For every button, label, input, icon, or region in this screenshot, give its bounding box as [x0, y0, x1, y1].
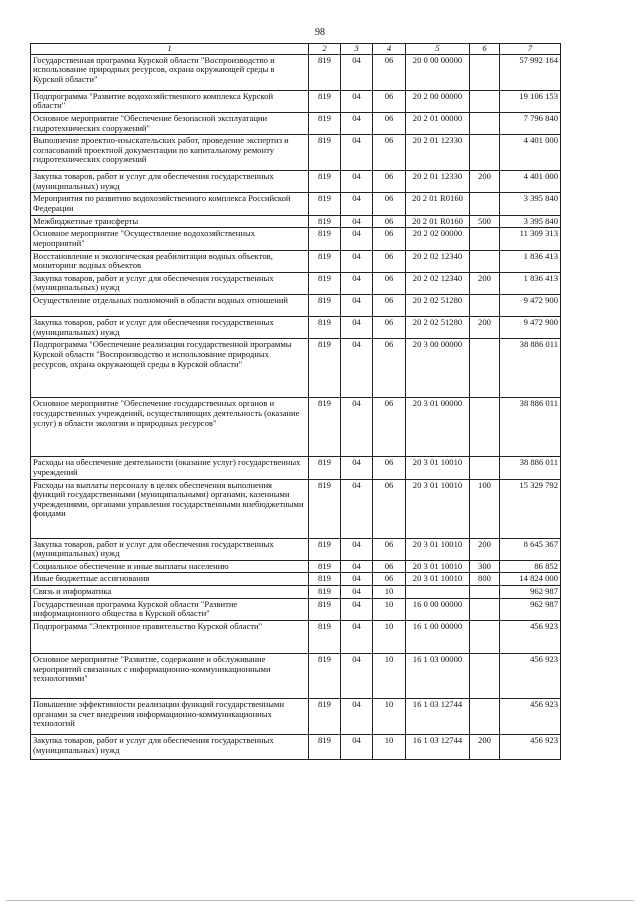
row-expense-type: [470, 398, 500, 457]
row-target-article: 20 2 01 R0160: [406, 215, 470, 228]
row-target-article: 16 1 03 12744: [406, 698, 470, 734]
row-expense-type: [470, 698, 500, 734]
row-name: Восстановление и экологическая реабилитация водных объектов, мониторинг водных объектов: [31, 250, 309, 272]
row-subsection: 06: [373, 398, 406, 457]
row-name: Закупка товаров, работ и услуг для обеспечения государственных (муниципальных) нужд: [31, 171, 309, 193]
row-admin-code: 819: [309, 573, 341, 586]
row-section: 04: [341, 317, 373, 339]
row-section: 04: [341, 457, 373, 479]
row-subsection: 10: [373, 598, 406, 620]
row-amount: 962 987: [500, 598, 561, 620]
row-amount: 19 106 153: [500, 90, 561, 112]
row-subsection: 06: [373, 339, 406, 398]
row-target-article: 20 3 01 10010: [406, 479, 470, 538]
row-amount: 1 836 413: [500, 272, 561, 294]
row-name: Основное мероприятие "Осуществление водохозяйственных мероприятий": [31, 228, 309, 250]
row-name: Осуществление отдельных полномочий в области водных отношений: [31, 295, 309, 317]
row-subsection: 06: [373, 90, 406, 112]
row-section: 04: [341, 620, 373, 653]
row-target-article: 20 2 02 51280: [406, 295, 470, 317]
table-row: [31, 538, 561, 560]
row-amount: 8 645 367: [500, 538, 561, 560]
row-target-article: 20 3 01 10010: [406, 538, 470, 560]
row-section: 04: [341, 112, 373, 134]
row-amount: 3 395 840: [500, 193, 561, 215]
table-row: [31, 734, 561, 759]
row-amount: 4 401 000: [500, 171, 561, 193]
row-subsection: 10: [373, 586, 406, 599]
row-expense-type: [470, 653, 500, 698]
row-target-article: 16 1 03 12744: [406, 734, 470, 759]
row-amount: 9 472 900: [500, 317, 561, 339]
table-header-row: [31, 44, 561, 55]
row-admin-code: 819: [309, 112, 341, 134]
row-name: Основное мероприятие "Обеспечение государственных органов и государственных учреждений, осуществляющих деятельность (оказание услуг) в области экологии и природных ресурсов": [31, 398, 309, 457]
row-expense-type: [470, 339, 500, 398]
column-header: 7: [500, 44, 561, 55]
row-admin-code: 819: [309, 171, 341, 193]
row-subsection: 06: [373, 250, 406, 272]
row-section: 04: [341, 228, 373, 250]
row-target-article: 20 3 01 00000: [406, 398, 470, 457]
row-target-article: 20 2 02 51280: [406, 317, 470, 339]
row-name: Подпрограмма "Развитие водохозяйственного комплекса Курской области": [31, 90, 309, 112]
row-subsection: 06: [373, 54, 406, 90]
row-admin-code: 819: [309, 295, 341, 317]
row-name: Межбюджетные трансферты: [31, 215, 309, 228]
row-subsection: 06: [373, 457, 406, 479]
row-target-article: 20 0 00 00000: [406, 54, 470, 90]
row-subsection: 10: [373, 620, 406, 653]
row-expense-type: 200: [470, 171, 500, 193]
row-target-article: 20 2 02 00000: [406, 228, 470, 250]
table-row: [31, 171, 561, 193]
column-header: 2: [309, 44, 341, 55]
row-admin-code: 819: [309, 193, 341, 215]
table-row: [31, 598, 561, 620]
table-row: [31, 457, 561, 479]
row-name: Подпрограмма "Обеспечение реализации государственной программы Курской области "Воспроизводство и использование природных ресурсов, охрана окружающей среды в Курской области": [31, 339, 309, 398]
row-admin-code: 819: [309, 698, 341, 734]
page-bottom-edge: [6, 860, 634, 901]
row-section: 04: [341, 538, 373, 560]
column-header: 6: [470, 44, 500, 55]
row-section: 04: [341, 598, 373, 620]
table-row: [31, 272, 561, 294]
row-subsection: 06: [373, 560, 406, 573]
row-expense-type: 200: [470, 317, 500, 339]
table-row: [31, 339, 561, 398]
row-section: 04: [341, 560, 373, 573]
row-admin-code: 819: [309, 228, 341, 250]
row-expense-type: [470, 228, 500, 250]
row-expense-type: [470, 457, 500, 479]
row-subsection: 06: [373, 193, 406, 215]
row-expense-type: 200: [470, 272, 500, 294]
row-target-article: 20 2 01 12330: [406, 135, 470, 171]
table-row: [31, 653, 561, 698]
row-name: Мероприятия по развитию водохозяйственного комплекса Российской Федерации: [31, 193, 309, 215]
row-subsection: 06: [373, 112, 406, 134]
row-subsection: 06: [373, 538, 406, 560]
row-subsection: 06: [373, 295, 406, 317]
row-target-article: 20 2 01 12330: [406, 171, 470, 193]
row-section: 04: [341, 90, 373, 112]
row-section: 04: [341, 734, 373, 759]
row-expense-type: 200: [470, 538, 500, 560]
row-amount: 962 987: [500, 586, 561, 599]
row-target-article: [406, 586, 470, 599]
row-amount: 86 852: [500, 560, 561, 573]
row-expense-type: [470, 193, 500, 215]
row-name: Выполнение проектно-изыскательских работ, проведение экспертиз и согласований проектной документации по капитальному ремонту гидротехнических сооружений: [31, 135, 309, 171]
row-subsection: 06: [373, 228, 406, 250]
row-admin-code: 819: [309, 215, 341, 228]
table-row: [31, 295, 561, 317]
row-name: Социальное обеспечение и иные выплаты населению: [31, 560, 309, 573]
row-admin-code: 819: [309, 479, 341, 538]
row-expense-type: [470, 586, 500, 599]
budget-table: [30, 43, 561, 760]
row-expense-type: 100: [470, 479, 500, 538]
page-number: 98: [315, 27, 325, 38]
row-name: Связь и информатика: [31, 586, 309, 599]
table-row: [31, 215, 561, 228]
row-admin-code: 819: [309, 317, 341, 339]
row-amount: 4 401 000: [500, 135, 561, 171]
row-expense-type: [470, 620, 500, 653]
row-subsection: 06: [373, 573, 406, 586]
row-admin-code: 819: [309, 90, 341, 112]
row-admin-code: 819: [309, 653, 341, 698]
row-subsection: 06: [373, 215, 406, 228]
row-name: Повышение эффективности реализации функций государственными органами за счет внедрения информационно-коммуникационных технологий: [31, 698, 309, 734]
row-subsection: 06: [373, 135, 406, 171]
row-target-article: 20 2 02 12340: [406, 272, 470, 294]
row-amount: 9 472 900: [500, 295, 561, 317]
row-admin-code: 819: [309, 135, 341, 171]
row-name: Расходы на выплаты персоналу в целях обеспечения выполнения функций государственными (муниципальными) органами, казенными учреждениями, органами управления государственными внебюджетными фондами: [31, 479, 309, 538]
row-amount: 456 923: [500, 653, 561, 698]
row-amount: 11 309 313: [500, 228, 561, 250]
row-admin-code: 819: [309, 398, 341, 457]
row-section: 04: [341, 193, 373, 215]
row-expense-type: [470, 250, 500, 272]
row-expense-type: [470, 135, 500, 171]
row-admin-code: 819: [309, 560, 341, 573]
row-target-article: 20 3 00 00000: [406, 339, 470, 398]
row-name: Закупка товаров, работ и услуг для обеспечения государственных (муниципальных) нужд: [31, 538, 309, 560]
row-target-article: 20 3 01 10010: [406, 457, 470, 479]
row-section: 04: [341, 653, 373, 698]
row-section: 04: [341, 250, 373, 272]
row-section: 04: [341, 295, 373, 317]
row-amount: 14 824 000: [500, 573, 561, 586]
row-expense-type: [470, 112, 500, 134]
table-row: [31, 560, 561, 573]
column-header: 3: [341, 44, 373, 55]
row-target-article: 20 3 01 10010: [406, 560, 470, 573]
row-target-article: 20 2 00 00000: [406, 90, 470, 112]
row-name: Иные бюджетные ассигнования: [31, 573, 309, 586]
row-name: Основное мероприятие "Развитие, содержание и обслуживание мероприятий связанных с информационно-коммуникационными технологиями": [31, 653, 309, 698]
row-expense-type: 800: [470, 573, 500, 586]
row-section: 04: [341, 215, 373, 228]
row-target-article: 20 2 02 12340: [406, 250, 470, 272]
table-row: [31, 573, 561, 586]
row-admin-code: 819: [309, 620, 341, 653]
row-expense-type: [470, 90, 500, 112]
row-subsection: 06: [373, 479, 406, 538]
row-target-article: 16 0 00 00000: [406, 598, 470, 620]
row-name: Государственная программа Курской области "Развитие информационного общества в Курской области": [31, 598, 309, 620]
row-target-article: 20 2 01 00000: [406, 112, 470, 134]
row-expense-type: [470, 295, 500, 317]
row-admin-code: 819: [309, 538, 341, 560]
row-amount: 7 796 840: [500, 112, 561, 134]
row-admin-code: 819: [309, 54, 341, 90]
row-name: Расходы на обеспечение деятельности (оказание услуг) государственных учреждений: [31, 457, 309, 479]
row-subsection: 06: [373, 272, 406, 294]
table-row: [31, 398, 561, 457]
table-row: [31, 135, 561, 171]
row-section: 04: [341, 171, 373, 193]
row-amount: 38 886 011: [500, 457, 561, 479]
row-subsection: 10: [373, 734, 406, 759]
row-section: 04: [341, 339, 373, 398]
row-expense-type: [470, 54, 500, 90]
row-admin-code: 819: [309, 339, 341, 398]
row-expense-type: 300: [470, 560, 500, 573]
row-subsection: 10: [373, 653, 406, 698]
row-expense-type: 200: [470, 734, 500, 759]
row-section: 04: [341, 398, 373, 457]
row-subsection: 06: [373, 171, 406, 193]
row-amount: 57 992 164: [500, 54, 561, 90]
table-row: [31, 250, 561, 272]
row-section: 04: [341, 272, 373, 294]
table-row: [31, 193, 561, 215]
row-amount: 15 329 792: [500, 479, 561, 538]
table-row: [31, 479, 561, 538]
row-name: Закупка товаров, работ и услуг для обеспечения государственных (муниципальных) нужд: [31, 317, 309, 339]
row-name: Государственная программа Курской области "Воспроизводство и использование природных ресурсов, охрана окружающей среды в Курской области": [31, 54, 309, 90]
row-admin-code: 819: [309, 598, 341, 620]
row-subsection: 06: [373, 317, 406, 339]
table-row: [31, 620, 561, 653]
row-section: 04: [341, 573, 373, 586]
column-header: 5: [406, 44, 470, 55]
table-row: [31, 228, 561, 250]
table-row: [31, 586, 561, 599]
row-subsection: 10: [373, 698, 406, 734]
row-amount: 456 923: [500, 620, 561, 653]
row-section: 04: [341, 586, 373, 599]
row-name: Закупка товаров, работ и услуг для обеспечения государственных (муниципальных) нужд: [31, 734, 309, 759]
row-name: Основное мероприятие "Обеспечение безопасной эксплуатации гидротехнических сооружений": [31, 112, 309, 134]
table-row: [31, 54, 561, 90]
row-name: Закупка товаров, работ и услуг для обеспечения государственных (муниципальных) нужд: [31, 272, 309, 294]
column-header: 4: [373, 44, 406, 55]
row-amount: 38 886 011: [500, 339, 561, 398]
table-row: [31, 698, 561, 734]
row-admin-code: 819: [309, 586, 341, 599]
row-admin-code: 819: [309, 457, 341, 479]
table-row: [31, 90, 561, 112]
row-expense-type: [470, 598, 500, 620]
row-section: 04: [341, 54, 373, 90]
row-admin-code: 819: [309, 734, 341, 759]
row-target-article: 16 1 00 00000: [406, 620, 470, 653]
row-admin-code: 819: [309, 272, 341, 294]
row-amount: 1 836 413: [500, 250, 561, 272]
row-section: 04: [341, 479, 373, 538]
row-amount: 3 395 840: [500, 215, 561, 228]
row-admin-code: 819: [309, 250, 341, 272]
row-section: 04: [341, 698, 373, 734]
row-amount: 456 923: [500, 734, 561, 759]
row-amount: 38 886 011: [500, 398, 561, 457]
row-target-article: 20 3 01 10010: [406, 573, 470, 586]
row-section: 04: [341, 135, 373, 171]
row-name: Подпрограмма "Электронное правительство Курской области": [31, 620, 309, 653]
table-row: [31, 112, 561, 134]
row-amount: 456 923: [500, 698, 561, 734]
row-target-article: 20 2 01 R0160: [406, 193, 470, 215]
row-expense-type: 500: [470, 215, 500, 228]
row-target-article: 16 1 03 00000: [406, 653, 470, 698]
table-row: [31, 317, 561, 339]
column-header: 1: [31, 44, 309, 55]
